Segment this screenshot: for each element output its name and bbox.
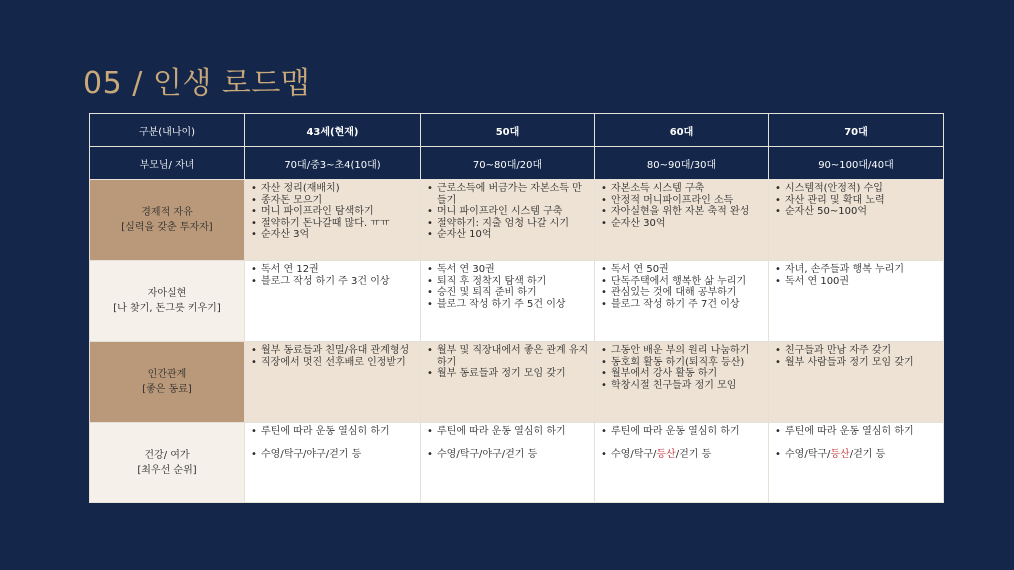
list-item: • 독서 연 30권 bbox=[427, 264, 590, 276]
category-subtitle: [좋은 동료] bbox=[142, 384, 192, 395]
list-item: • 퇴직 후 정착지 탐색 하기 bbox=[427, 276, 590, 288]
category-health bbox=[90, 423, 245, 503]
cell-economic-50s bbox=[421, 180, 595, 261]
header-50s: 50대 bbox=[421, 114, 595, 147]
category-title: 건강/ 여가 bbox=[144, 449, 190, 461]
list-item: • 시스템적(안정적) 수입 bbox=[775, 183, 939, 195]
list-item: • 절약하기 돈나갈때 많다. ㅠㅠ bbox=[251, 218, 416, 230]
list-item: • 자산 관리 및 확대 노력 bbox=[775, 195, 939, 207]
list-item: • 관심있는 것에 대해 공부하기 bbox=[601, 287, 764, 299]
header-age: 구분(내나이) bbox=[90, 114, 245, 147]
family-60s: 80~90대/30대 bbox=[595, 147, 769, 180]
family-label: 부모님/ 자녀 bbox=[90, 147, 245, 180]
list-item: • 자산 정리(재배치) bbox=[251, 183, 416, 195]
category-self-realization bbox=[90, 261, 245, 342]
list-item: • 머니 파이프라인 탐색하기 bbox=[251, 206, 416, 218]
list-item bbox=[601, 449, 764, 461]
cell-economic-60s bbox=[595, 180, 769, 261]
cell-health-50s bbox=[421, 423, 595, 503]
header-row bbox=[90, 114, 944, 147]
list-item: • 친구들과 만남 자주 갖기 bbox=[775, 345, 939, 357]
text-part: /걷기 등 bbox=[849, 448, 886, 460]
list-item: • 자본소득 시스템 구축 bbox=[601, 183, 764, 195]
roadmap-table bbox=[89, 113, 944, 503]
family-70s: 90~100대/40대 bbox=[769, 147, 944, 180]
list-item: • 학창시절 친구들과 정기 모임 bbox=[601, 380, 764, 392]
list-item: • 블로그 작성 하기 주 5건 이상 bbox=[427, 299, 590, 311]
list-item: • 독서 연 50권 bbox=[601, 264, 764, 276]
list-item: • 자녀, 손주들과 행복 누리기 bbox=[775, 264, 939, 276]
list-item: • 독서 연 100권 bbox=[775, 276, 939, 288]
list-item: • 루틴에 따라 운동 열심히 하기 bbox=[775, 426, 939, 438]
cell-health-43 bbox=[245, 423, 421, 503]
family-row bbox=[90, 147, 944, 180]
cell-rel-60s bbox=[595, 342, 769, 423]
list-item: • 승진 및 퇴직 준비 하기 bbox=[427, 287, 590, 299]
category-subtitle: [나 찾기, 돈그릇 키우기] bbox=[113, 303, 221, 314]
category-economic bbox=[90, 180, 245, 261]
cell-economic-43 bbox=[245, 180, 421, 261]
highlight-text: 등산 bbox=[830, 448, 850, 460]
header-60s: 60대 bbox=[595, 114, 769, 147]
list-item: • 근로소득에 버금가는 자본소득 만들기 bbox=[427, 183, 590, 206]
page-title: 05 / 인생 로드맵 bbox=[83, 66, 311, 101]
list-item: • 순자산 50~100억 bbox=[775, 206, 939, 218]
list-item: • 루틴에 따라 운동 열심히 하기 bbox=[251, 426, 416, 438]
list-item: • 루틴에 따라 운동 열심히 하기 bbox=[427, 426, 590, 438]
category-title: 자아실현 bbox=[147, 288, 187, 299]
cell-self-50s bbox=[421, 261, 595, 342]
list-item: • 수영/탁구/야구/걷기 등 bbox=[427, 449, 590, 461]
list-item: • 블로그 작성 하기 주 3건 이상 bbox=[251, 276, 416, 288]
table-row-relationships bbox=[90, 342, 944, 423]
list-item: • 머니 파이프라인 시스템 구축 bbox=[427, 206, 590, 218]
list-item: • 절약하기: 지출 엄청 나갈 시기 bbox=[427, 218, 590, 230]
list-item: • 수영/탁구/야구/걷기 등 bbox=[251, 449, 416, 461]
category-subtitle: [최우선 순위] bbox=[137, 464, 197, 476]
header-43: 43세(현재) bbox=[245, 114, 421, 147]
list-item: • 자아실현을 위한 자본 축적 완성 bbox=[601, 206, 764, 218]
cell-rel-50s bbox=[421, 342, 595, 423]
category-relationships bbox=[90, 342, 245, 423]
text-part: /걷기 등 bbox=[675, 448, 712, 460]
text-part: 수영/탁구/ bbox=[611, 448, 657, 460]
list-item: • 동호회 활동 하기(퇴직후 등산) bbox=[601, 357, 764, 369]
list-item: • 순자산 30억 bbox=[601, 218, 764, 230]
list-item: • 직장에서 멋진 선후배로 인정받기 bbox=[251, 357, 416, 369]
header-70s: 70대 bbox=[769, 114, 944, 147]
cell-self-60s bbox=[595, 261, 769, 342]
cell-health-60s bbox=[595, 423, 769, 503]
list-item bbox=[775, 449, 939, 461]
category-title: 인간관계 bbox=[147, 369, 187, 380]
list-item: • 월부 동료들과 정기 모임 갖기 bbox=[427, 368, 590, 380]
list-item: • 루틴에 따라 운동 열심히 하기 bbox=[601, 426, 764, 438]
cell-rel-70s bbox=[769, 342, 944, 423]
highlight-text: 등산 bbox=[656, 448, 676, 460]
cell-health-70s bbox=[769, 423, 944, 503]
family-43: 70대/중3~초4(10대) bbox=[245, 147, 421, 180]
list-item: • 월부 및 직장내에서 좋은 관계 유지하기 bbox=[427, 345, 590, 368]
list-item: • 순자산 3억 bbox=[251, 229, 416, 241]
list-item: • 종자돈 모으기 bbox=[251, 195, 416, 207]
cell-self-70s bbox=[769, 261, 944, 342]
family-50s: 70~80대/20대 bbox=[421, 147, 595, 180]
category-title: 경제적 자유 bbox=[141, 207, 193, 218]
cell-economic-70s bbox=[769, 180, 944, 261]
list-item: • 단독주택에서 행복한 삶 누리기 bbox=[601, 276, 764, 288]
text-part: 수영/탁구/ bbox=[785, 448, 831, 460]
cell-rel-43 bbox=[245, 342, 421, 423]
category-subtitle: [실력을 갖춘 투자자] bbox=[121, 222, 213, 233]
list-item: • 독서 연 12권 bbox=[251, 264, 416, 276]
table-row-self-realization bbox=[90, 261, 944, 342]
list-item: • 블로그 작성 하기 주 7건 이상 bbox=[601, 299, 764, 311]
list-item: • 그동안 배운 부의 원리 나눔하기 bbox=[601, 345, 764, 357]
table-row-economic bbox=[90, 180, 944, 261]
list-item: • 순자산 10억 bbox=[427, 229, 590, 241]
list-item: • 월부 사람들과 정기 모임 갖기 bbox=[775, 357, 939, 369]
list-item: • 월부 동료들과 친밀/유대 관계형성 bbox=[251, 345, 416, 357]
table-row-health bbox=[90, 423, 944, 503]
list-item: • 월부에서 강사 활동 하기 bbox=[601, 368, 764, 380]
cell-self-43 bbox=[245, 261, 421, 342]
list-item: • 안정적 머니파이프라인 소득 bbox=[601, 195, 764, 207]
